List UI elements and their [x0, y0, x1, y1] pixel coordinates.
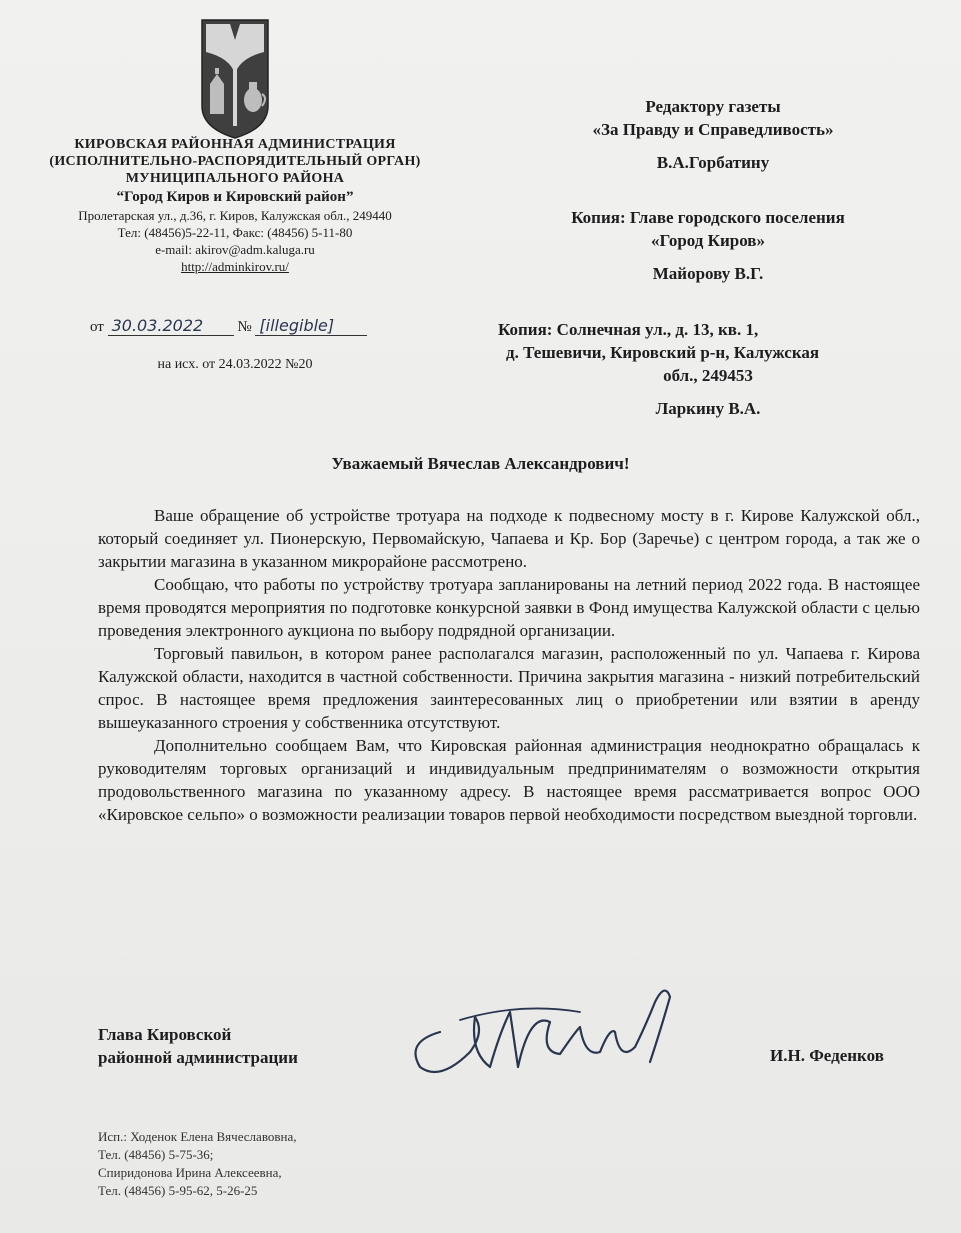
- org-website-link[interactable]: http://adminkirov.ru/: [181, 259, 289, 274]
- recipient-3-line3: обл., 249453: [663, 366, 753, 385]
- paragraph-2: Сообщаю, что работы по устройству тротуара запланированы на летний период 2022 года. В настоящее время проводятся мероприятия по подготовке конкурсной заявки в Фонд имущества Калужской области с целью проведения электронного аукциона по выбору подрядной организации.: [98, 575, 920, 640]
- number-label: №: [237, 319, 252, 335]
- recipient-1-name: В.А.Горбатину: [656, 153, 770, 172]
- org-name-line2: (ИСПОЛНИТЕЛЬНО-РАСПОРЯДИТЕЛЬНЫЙ ОРГАН): [49, 154, 421, 169]
- executor-2: Спиридонова Ирина Алексеевна,: [98, 1165, 282, 1180]
- recipient-1-line1: Редактору газеты: [645, 97, 781, 116]
- signatory-position: [98, 1023, 298, 1069]
- recipient-1: [548, 95, 878, 174]
- recipient-2-name: Майорову В.Г.: [652, 264, 764, 283]
- paragraph-1: Ваше обращение об устройстве тротуара на подходе к подвесному мосту в г. Кирове Калужской обл., который соединяет ул. Пионерскую, Первомайскую, Чапаева и Кр. Бор (Заречье) с центром города, а так же о закрытии магазина в указанном микрорайоне рассмотрено.: [98, 506, 920, 571]
- paragraph-4: Дополнительно сообщаем Вам, что Кировская районная администрация неоднократно обращалась к руководителям торговых организаций и индивидуальным предпринимателям о возможности открытия продовольственного магазина по указанному адресу. В настоящее время рассматривается вопрос ООО «Кировское сельпо» о возможности реализации товаров первой необходимости посредством выездной торговли.: [98, 736, 920, 824]
- letter-body: [98, 504, 920, 826]
- from-label: от: [90, 319, 104, 335]
- executor-2-phone: Тел. (48456) 5-95-62, 5-26-25: [98, 1183, 258, 1198]
- recipient-3-name: Ларкину В.А.: [655, 399, 761, 418]
- org-email: e-mail: akirov@adm.kaluga.ru: [155, 242, 315, 257]
- org-name-line1: КИРОВСКАЯ РАЙОННАЯ АДМИНИСТРАЦИЯ: [74, 137, 396, 152]
- signatory-position-line2: районной администрации: [98, 1048, 298, 1067]
- executor-1-phone: Тел. (48456) 5-75-36;: [98, 1147, 214, 1162]
- recipient-3-line2: д. Тешевичи, Кировский р-н, Калужская: [506, 343, 820, 362]
- paragraph-3: Торговый павильон, в котором ранее располагался магазин, расположенный по ул. Чапаева г. Кирова Калужской области, находится в частной собственности. Причина закрытия магазина - низкий потребительский спрос. В настоящее время предложения заинтересованных лиц о приобретении или взятии в аренду вышеуказанного строения у собственника отсутствуют.: [98, 644, 920, 732]
- outgoing-number: [illegible]: [255, 316, 367, 336]
- recipient-3-line1: Копия: Солнечная ул., д. 13, кв. 1,: [498, 320, 759, 339]
- recipient-2-line1: Копия: Главе городского поселения: [571, 208, 845, 227]
- executors-block: [98, 1128, 296, 1200]
- salutation: Уважаемый Вячеслав Александрович!: [331, 454, 630, 473]
- recipient-3: [498, 318, 918, 420]
- org-address: Пролетарская ул., д.36, г. Киров, Калужская обл., 249440: [78, 208, 392, 223]
- org-city-name: “Город Киров и Кировский район”: [116, 189, 354, 205]
- reference-line: на исх. от 24.03.2022 №20: [157, 357, 313, 372]
- recipient-2: [498, 206, 918, 285]
- sender-header: [0, 136, 470, 275]
- signatory-position-line1: Глава Кировской: [98, 1025, 232, 1044]
- coat-of-arms-emblem: [200, 18, 270, 140]
- outgoing-date: 30.03.2022: [108, 316, 234, 336]
- handwritten-signature: [400, 972, 690, 1092]
- executor-1: Исп.: Ходенок Елена Вячеславовна,: [98, 1129, 297, 1144]
- org-phones: Тел: (48456)5-22-11, Факс: (48456) 5-11-80: [117, 225, 353, 240]
- org-name-line3: МУНИЦИПАЛЬНОГО РАЙОНА: [125, 171, 345, 186]
- recipient-1-line2: «За Правду и Справедливость»: [592, 120, 834, 139]
- recipient-2-line2: «Город Киров»: [651, 231, 765, 250]
- outgoing-number-line: [90, 316, 367, 336]
- signatory-name: И.Н. Феденков: [770, 1046, 884, 1065]
